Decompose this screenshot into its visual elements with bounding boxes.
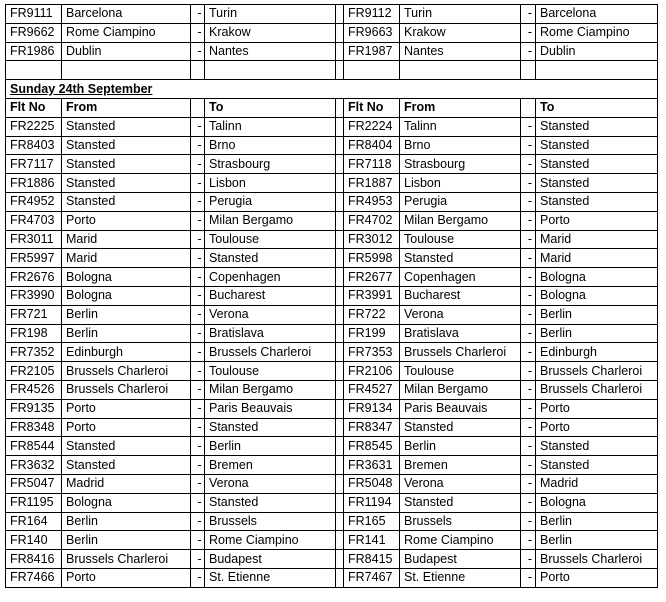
return-flight-number: FR3012 [344,230,400,249]
outbound-origin: Stansted [62,437,191,456]
outbound-flight-number: FR8348 [6,418,62,437]
return-flight-number: FR4702 [344,211,400,230]
return-destination: Stansted [536,456,658,475]
flight-row [6,249,658,268]
header-row [6,98,658,117]
outbound-flight-number: FR9662 [6,23,62,42]
outbound-origin: Rome Ciampino [62,23,191,42]
return-origin: Berlin [400,437,521,456]
flight-row [6,531,658,550]
header-return-from: From [400,98,521,117]
outbound-destination: Berlin [205,437,336,456]
dash: - [521,211,536,230]
dash: - [191,5,205,24]
outbound-flight-number: FR2676 [6,268,62,287]
return-destination: Brussels Charleroi [536,550,658,569]
return-flight-number: FR2677 [344,268,400,287]
outbound-origin: Porto [62,418,191,437]
outbound-destination: Brno [205,136,336,155]
dash: - [521,305,536,324]
outbound-flight-number: FR3990 [6,286,62,305]
return-origin: Toulouse [400,230,521,249]
outbound-destination: Stansted [205,249,336,268]
return-flight-number: FR7467 [344,568,400,587]
outbound-flight-number: FR3011 [6,230,62,249]
return-destination: Barcelona [536,5,658,24]
flight-row [6,286,658,305]
outbound-origin: Porto [62,399,191,418]
dash: - [521,531,536,550]
return-flight-number: FR1887 [344,174,400,193]
return-origin: Turin [400,5,521,24]
outbound-destination: Paris Beauvais [205,399,336,418]
outbound-flight-number: FR1886 [6,174,62,193]
return-flight-number: FR1987 [344,42,400,61]
outbound-origin: Marid [62,249,191,268]
outbound-destination: Rome Ciampino [205,531,336,550]
return-flight-number: FR4953 [344,192,400,211]
return-origin: Stansted [400,493,521,512]
dash: - [521,5,536,24]
return-origin: Perugia [400,192,521,211]
return-destination: Madrid [536,474,658,493]
dash: - [191,42,205,61]
outbound-flight-number: FR721 [6,305,62,324]
return-origin: Copenhagen [400,268,521,287]
flight-row [6,192,658,211]
dash: - [521,380,536,399]
return-flight-number: FR165 [344,512,400,531]
return-destination: Berlin [536,305,658,324]
outbound-origin: Dublin [62,42,191,61]
flight-row [6,343,658,362]
return-flight-number: FR2224 [344,117,400,136]
dash: - [521,249,536,268]
dash: - [521,456,536,475]
return-destination: Dublin [536,42,658,61]
outbound-destination: Verona [205,474,336,493]
outbound-flight-number: FR164 [6,512,62,531]
dash: - [191,380,205,399]
outbound-flight-number: FR1195 [6,493,62,512]
outbound-flight-number: FR7466 [6,568,62,587]
return-destination: Stansted [536,117,658,136]
dash: - [191,211,205,230]
return-flight-number: FR7118 [344,155,400,174]
dash: - [191,399,205,418]
flight-row [6,174,658,193]
dash: - [191,324,205,343]
return-flight-number: FR3631 [344,456,400,475]
outbound-origin: Stansted [62,136,191,155]
return-origin: Paris Beauvais [400,399,521,418]
flight-row [6,568,658,587]
flight-row [6,456,658,475]
return-destination: Edinburgh [536,343,658,362]
return-origin: Brussels [400,512,521,531]
return-origin: Budapest [400,550,521,569]
return-destination: Porto [536,418,658,437]
flight-row [6,474,658,493]
flight-row [6,362,658,381]
return-destination: Marid [536,249,658,268]
return-origin: Talinn [400,117,521,136]
outbound-origin: Berlin [62,305,191,324]
flight-row [6,324,658,343]
dash: - [521,174,536,193]
return-destination: Stansted [536,174,658,193]
return-flight-number: FR8404 [344,136,400,155]
dash: - [521,418,536,437]
flight-row [6,136,658,155]
flight-row [6,550,658,569]
return-origin: Strasbourg [400,155,521,174]
dash: - [191,512,205,531]
return-flight-number: FR722 [344,305,400,324]
outbound-flight-number: FR7117 [6,155,62,174]
outbound-destination: St. Etienne [205,568,336,587]
return-flight-number: FR9663 [344,23,400,42]
dash: - [191,474,205,493]
dash: - [521,192,536,211]
dash: - [521,550,536,569]
outbound-destination: Bucharest [205,286,336,305]
outbound-flight-number: FR9135 [6,399,62,418]
dash: - [191,531,205,550]
header-return-flt-no: Flt No [344,98,400,117]
section-row [6,80,658,99]
flight-row [6,5,658,24]
return-flight-number: FR1194 [344,493,400,512]
return-destination: Brussels Charleroi [536,362,658,381]
outbound-origin: Porto [62,211,191,230]
dash: - [191,117,205,136]
outbound-destination: Brussels [205,512,336,531]
flight-row [6,23,658,42]
flight-row [6,211,658,230]
return-flight-number: FR3991 [344,286,400,305]
return-destination: Marid [536,230,658,249]
outbound-flight-number: FR9111 [6,5,62,24]
outbound-destination: Strasbourg [205,155,336,174]
return-destination: Berlin [536,324,658,343]
return-destination: Stansted [536,136,658,155]
outbound-destination: Bremen [205,456,336,475]
return-flight-number: FR5998 [344,249,400,268]
dash: - [191,174,205,193]
outbound-destination: Budapest [205,550,336,569]
flight-schedule-table [5,4,658,588]
outbound-origin: Bologna [62,286,191,305]
flight-row [6,512,658,531]
dash: - [521,324,536,343]
dash: - [521,136,536,155]
outbound-flight-number: FR7352 [6,343,62,362]
dash: - [521,117,536,136]
outbound-origin: Edinburgh [62,343,191,362]
outbound-destination: Talinn [205,117,336,136]
outbound-origin: Bologna [62,268,191,287]
dash: - [521,155,536,174]
top-rows [6,5,658,61]
return-destination: Stansted [536,437,658,456]
outbound-destination: Milan Bergamo [205,211,336,230]
dash: - [521,399,536,418]
return-destination: Bologna [536,286,658,305]
dash: - [521,362,536,381]
return-destination: Stansted [536,192,658,211]
return-origin: St. Etienne [400,568,521,587]
flight-row [6,268,658,287]
outbound-destination: Copenhagen [205,268,336,287]
outbound-origin: Stansted [62,192,191,211]
outbound-origin: Stansted [62,155,191,174]
outbound-origin: Barcelona [62,5,191,24]
outbound-destination: Turin [205,5,336,24]
outbound-flight-number: FR198 [6,324,62,343]
outbound-flight-number: FR4526 [6,380,62,399]
return-destination: Porto [536,211,658,230]
dash: - [191,568,205,587]
outbound-flight-number: FR2225 [6,117,62,136]
return-destination: Rome Ciampino [536,23,658,42]
return-destination: Porto [536,568,658,587]
return-flight-number: FR141 [344,531,400,550]
flight-rows [6,117,658,587]
outbound-flight-number: FR4952 [6,192,62,211]
outbound-destination: Krakow [205,23,336,42]
dash: - [191,249,205,268]
return-flight-number: FR4527 [344,380,400,399]
flight-row [6,493,658,512]
outbound-origin: Brussels Charleroi [62,362,191,381]
header-flt-no: Flt No [6,98,62,117]
outbound-origin: Marid [62,230,191,249]
outbound-origin: Bologna [62,493,191,512]
dash: - [521,42,536,61]
dash: - [521,286,536,305]
outbound-origin: Brussels Charleroi [62,380,191,399]
header-to: To [205,98,336,117]
outbound-destination: Lisbon [205,174,336,193]
return-destination: Berlin [536,531,658,550]
outbound-origin: Stansted [62,117,191,136]
dash: - [521,268,536,287]
outbound-destination: Verona [205,305,336,324]
outbound-origin: Berlin [62,531,191,550]
return-destination: Brussels Charleroi [536,380,658,399]
flight-row [6,117,658,136]
return-origin: Stansted [400,249,521,268]
spacer-rows [6,61,658,117]
return-flight-number: FR2106 [344,362,400,381]
dash: - [521,474,536,493]
dash: - [191,418,205,437]
return-origin: Verona [400,305,521,324]
dash: - [191,437,205,456]
outbound-flight-number: FR1986 [6,42,62,61]
return-flight-number: FR8347 [344,418,400,437]
outbound-flight-number: FR3632 [6,456,62,475]
return-origin: Milan Bergamo [400,380,521,399]
dash: - [521,343,536,362]
return-flight-number: FR5048 [344,474,400,493]
outbound-origin: Berlin [62,512,191,531]
outbound-destination: Toulouse [205,362,336,381]
return-origin: Toulouse [400,362,521,381]
dash: - [191,155,205,174]
return-origin: Lisbon [400,174,521,193]
dash: - [191,192,205,211]
blank-row [6,61,658,80]
outbound-flight-number: FR8403 [6,136,62,155]
return-flight-number: FR8545 [344,437,400,456]
outbound-flight-number: FR140 [6,531,62,550]
outbound-flight-number: FR8416 [6,550,62,569]
header-from: From [62,98,191,117]
dash: - [521,23,536,42]
dash: - [191,343,205,362]
flight-row [6,155,658,174]
outbound-destination: Stansted [205,493,336,512]
flight-row [6,380,658,399]
return-flight-number: FR7353 [344,343,400,362]
return-destination: Porto [536,399,658,418]
outbound-destination: Nantes [205,42,336,61]
return-origin: Bremen [400,456,521,475]
outbound-origin: Berlin [62,324,191,343]
outbound-flight-number: FR8544 [6,437,62,456]
return-origin: Bucharest [400,286,521,305]
dash: - [521,230,536,249]
outbound-origin: Stansted [62,174,191,193]
outbound-flight-number: FR2105 [6,362,62,381]
section-title: Sunday 24th September [6,80,658,99]
outbound-destination: Toulouse [205,230,336,249]
flight-row [6,437,658,456]
outbound-flight-number: FR5047 [6,474,62,493]
return-flight-number: FR9134 [344,399,400,418]
return-flight-number: FR9112 [344,5,400,24]
outbound-flight-number: FR4703 [6,211,62,230]
flight-row [6,230,658,249]
return-origin: Bratislava [400,324,521,343]
outbound-origin: Stansted [62,456,191,475]
outbound-destination: Bratislava [205,324,336,343]
flight-row [6,418,658,437]
return-destination: Bologna [536,268,658,287]
dash: - [521,568,536,587]
dash: - [191,230,205,249]
flight-row [6,42,658,61]
return-flight-number: FR8415 [344,550,400,569]
outbound-destination: Brussels Charleroi [205,343,336,362]
flight-row [6,305,658,324]
return-destination: Bologna [536,493,658,512]
dash: - [521,493,536,512]
dash: - [191,23,205,42]
return-origin: Brno [400,136,521,155]
dash: - [191,268,205,287]
outbound-origin: Porto [62,568,191,587]
return-origin: Stansted [400,418,521,437]
return-origin: Verona [400,474,521,493]
dash: - [191,136,205,155]
return-origin: Nantes [400,42,521,61]
outbound-origin: Madrid [62,474,191,493]
outbound-origin: Brussels Charleroi [62,550,191,569]
return-origin: Brussels Charleroi [400,343,521,362]
dash: - [191,362,205,381]
outbound-destination: Perugia [205,192,336,211]
outbound-destination: Stansted [205,418,336,437]
return-destination: Berlin [536,512,658,531]
return-flight-number: FR199 [344,324,400,343]
outbound-destination: Milan Bergamo [205,380,336,399]
dash: - [191,456,205,475]
header-return-to: To [536,98,658,117]
return-destination: Stansted [536,155,658,174]
return-origin: Milan Bergamo [400,211,521,230]
dash: - [191,286,205,305]
dash: - [191,550,205,569]
return-origin: Rome Ciampino [400,531,521,550]
dash: - [521,512,536,531]
dash: - [191,493,205,512]
dash: - [521,437,536,456]
outbound-flight-number: FR5997 [6,249,62,268]
return-origin: Krakow [400,23,521,42]
dash: - [191,305,205,324]
flight-row [6,399,658,418]
